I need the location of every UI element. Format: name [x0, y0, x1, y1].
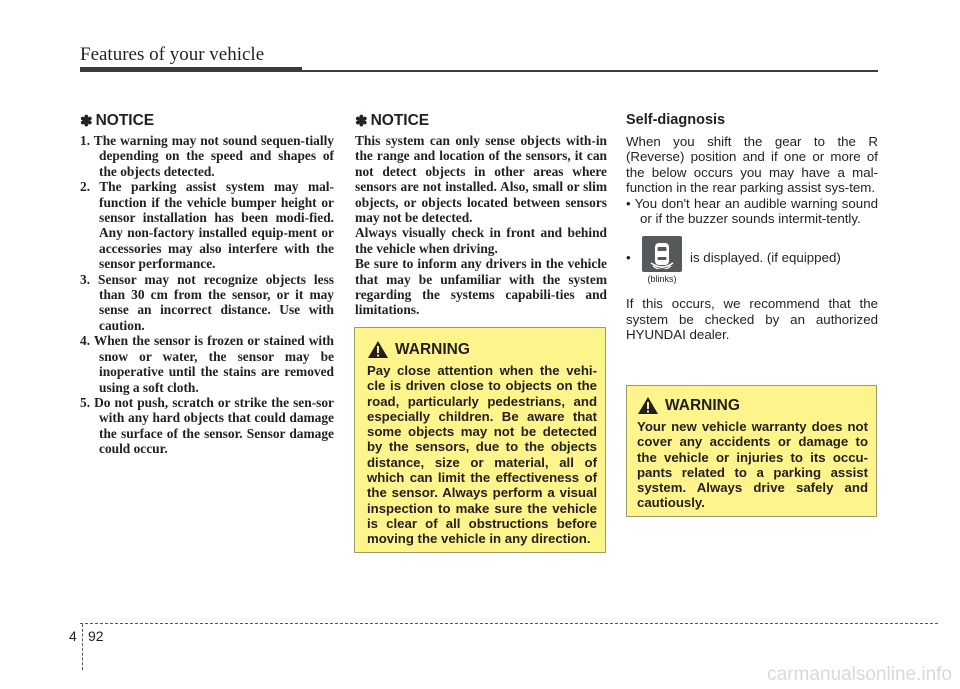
header-bar: [80, 67, 302, 72]
page-header-title: Features of your vehicle: [80, 44, 265, 65]
notice-paragraph-3: Be sure to inform any drivers in the vehicle that may be unfamiliar with the system regarding the systems capabili-ties and limitations.: [355, 256, 607, 318]
self-diagnosis-bullet-1: • You don't hear an audible warning sound or if the buzzer sounds intermit-tently.: [626, 195, 878, 227]
footer-chapter-number: 4: [69, 628, 77, 644]
warning-heading-1: [367, 340, 597, 359]
notice-item-5: 5. Do not push, scratch or strike the sen-sor with any hard objects that could damage the surface of the sensor. Sensor damage could occur.: [80, 394, 334, 457]
notice-title-1: NOTICE: [95, 112, 155, 129]
indicator-row: [626, 236, 878, 284]
warning-box-2: [626, 385, 877, 517]
footer-page-number: 92: [88, 628, 104, 644]
notice-item-2: 2. The parking assist system may mal-function if the vehicle bumper height or sensor installation has been modi-fied. Any non-factory installed equip-ment or accessories may also interfere with the sensor performance.: [80, 179, 334, 272]
warning-heading-2: [637, 396, 868, 415]
notice-paragraph-1: This system can only sense objects with-in the range and location of the sensors, it can not detect objects in other areas where sensors are not installed. Also, small or slim objects, or objects located between sensors may not be detected.: [355, 133, 607, 226]
warning-triangle-icon: [367, 340, 389, 359]
notice-star-icon: ✽: [355, 113, 368, 130]
notice-paragraph-2: Always visually check in front and behind the vehicle when driving.: [355, 225, 607, 256]
notice-star-icon: ✽: [80, 113, 93, 130]
notice-item-3: 3. Sensor may not recognize objects less than 30 cm from the sensor, or it may sense an incorrect distance. Use with caution.: [80, 271, 334, 333]
warning-triangle-icon: [637, 396, 659, 415]
indicator-caption: (blinks): [647, 274, 677, 285]
notice-section-1: [80, 112, 334, 457]
bullet-dot: •: [626, 250, 631, 266]
warning-title-2: WARNING: [665, 396, 740, 414]
notice-heading-2: [355, 112, 607, 130]
self-diagnosis-outro: If this occurs, we recommend that the system be checked by an authorized HYUNDAI dealer.: [626, 296, 878, 343]
header-rule: [302, 70, 878, 72]
indicator-text: is displayed. (if equipped): [690, 250, 841, 266]
footer-divider: [82, 624, 83, 670]
self-diagnosis-intro: When you shift the gear to the R (Reverse) position and if one or more of the below occurs you may have a mal-function in the rear parking assist sys-tem.: [626, 134, 878, 196]
warning-title-1: WARNING: [395, 340, 470, 358]
parking-indicator: [640, 236, 684, 284]
notice-body-2: [355, 133, 607, 318]
notice-list: [80, 133, 334, 457]
warning-text-2: Your new vehicle warranty does not cover any accidents or damage to the vehicle or injuries to its occu-pants related to a parking assist system. Always drive safely and cautiously.: [637, 419, 868, 511]
parking-assist-indicator-icon: [642, 236, 682, 272]
notice-item-4: 4. When the sensor is frozen or stained with snow or water, the sensor may be inoperative until the stains are removed using a soft cloth.: [80, 333, 334, 395]
footer-rule: [80, 623, 938, 624]
watermark: carmanualsonline.info: [767, 664, 952, 685]
notice-section-2: [355, 112, 607, 318]
notice-title-2: NOTICE: [370, 112, 430, 129]
self-diagnosis-title: Self-diagnosis: [626, 112, 726, 128]
notice-heading-1: [80, 112, 334, 130]
self-diagnosis-section: [626, 112, 878, 343]
notice-item-1: 1. The warning may not sound sequen-tially depending on the speed and shapes of the objects detected.: [80, 133, 334, 179]
warning-text-1: Pay close attention when the vehi-cle is driven close to objects on the road, particularly pedestrians, and especially children. Be aware that some objects may not be detected by the sensors, due to the objects distance, size or material, all of which can limit the effectiveness of the sensor. Always perform a visual inspection to make sure the vehicle is clear of all obstructions before moving the vehicle in any direction.: [367, 363, 597, 547]
warning-box-1: [354, 327, 606, 553]
